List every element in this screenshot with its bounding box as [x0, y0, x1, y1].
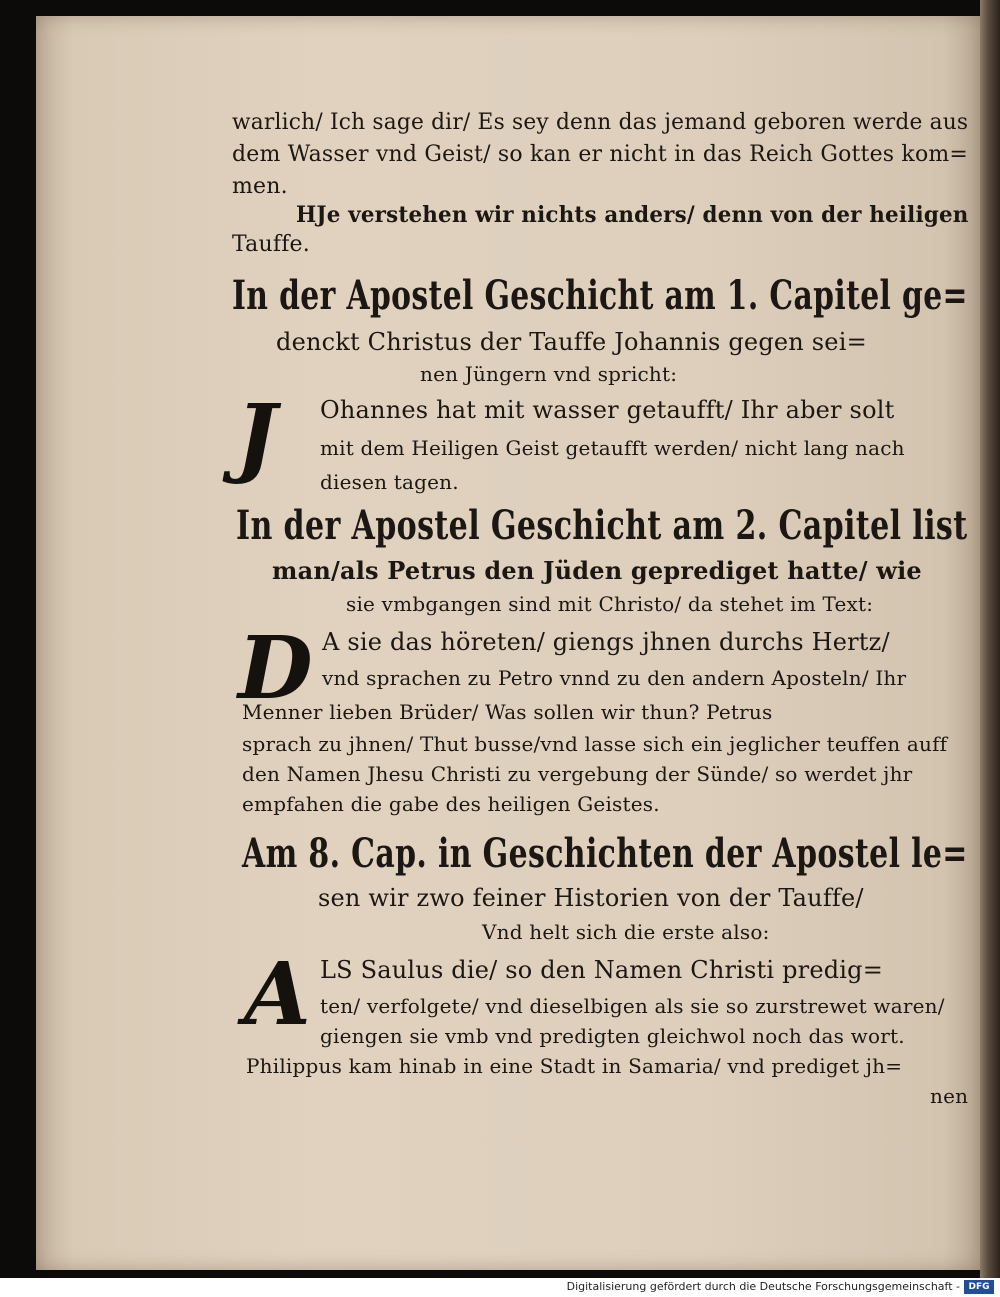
text-line: Ohannes hat mit wasser getaufft/ Ihr aber solt: [320, 396, 895, 424]
drop-initial: J: [236, 386, 277, 487]
section-heading: denckt Christus der Tauffe Johannis gegen sei=: [276, 328, 867, 356]
section-heading: Vnd helt sich die erste also:: [482, 920, 770, 944]
text-line: warlich/ Ich sage dir/ Es sey denn das jemand geboren werde aus: [232, 110, 969, 135]
text-line: ten/ verfolgete/ vnd dieselbigen als sie so zurstrewet waren/: [320, 994, 945, 1018]
section-heading: nen Jüngern vnd spricht:: [420, 362, 678, 386]
text-line: vnd sprachen zu Petro vnnd zu den andern Aposteln/ Ihr: [322, 666, 907, 690]
text-line: A sie das höreten/ giengs jhnen durchs Hertz/: [322, 628, 890, 656]
text-line: den Namen Jhesu Christi zu vergebung der Sünde/ so werdet jhr: [242, 762, 913, 786]
text-line: HJe verstehen wir nichts anders/ denn von der heiligen: [296, 202, 969, 228]
text-line: sprach zu jhnen/ Thut busse/vnd lasse sich ein jeglicher teuffen auff: [242, 732, 948, 756]
drop-initial: A: [244, 944, 311, 1045]
section-heading: sen wir zwo feiner Historien von der Tauffe/: [318, 884, 864, 912]
text-line: Philippus kam hinab in eine Stadt in Samaria/ vnd prediget jh=: [246, 1054, 903, 1078]
funding-credit: Digitalisierung gefördert durch die Deutsche Forschungsgemeinschaft -: [566, 1280, 960, 1293]
text-line: Tauffe.: [232, 232, 310, 257]
section-heading: man/als Petrus den Jüden geprediget hatte/ wie: [272, 556, 922, 585]
text-line: diesen tagen.: [320, 470, 459, 494]
section-heading: In der Apostel Geschicht am 1. Capitel ge=: [232, 272, 968, 319]
text-line: dem Wasser vnd Geist/ so kan er nicht in das Reich Gottes kom=: [232, 142, 969, 167]
section-heading: Am 8. Cap. in Geschichten der Apostel le=: [242, 830, 968, 877]
footer-bar: [0, 1278, 1000, 1297]
text-line: mit dem Heiligen Geist getaufft werden/ nicht lang nach: [320, 436, 905, 460]
section-heading: sie vmbgangen sind mit Christo/ da stehet im Text:: [346, 592, 874, 616]
page-edge: [980, 0, 1000, 1278]
section-heading: In der Apostel Geschicht am 2. Capitel list: [236, 502, 968, 549]
drop-initial: D: [238, 618, 313, 719]
text-line: empfahen die gabe des heiligen Geistes.: [242, 792, 660, 816]
text-line: Menner lieben Brüder/ Was sollen wir thun? Petrus: [242, 700, 773, 724]
text-line: men.: [232, 174, 288, 199]
dfg-logo[interactable]: DFG: [964, 1280, 994, 1294]
text-line: nen: [930, 1084, 969, 1108]
text-line: LS Saulus die/ so den Namen Christi predig=: [320, 956, 884, 984]
text-line: giengen sie vmb vnd predigten gleichwol noch das wort.: [320, 1024, 905, 1048]
